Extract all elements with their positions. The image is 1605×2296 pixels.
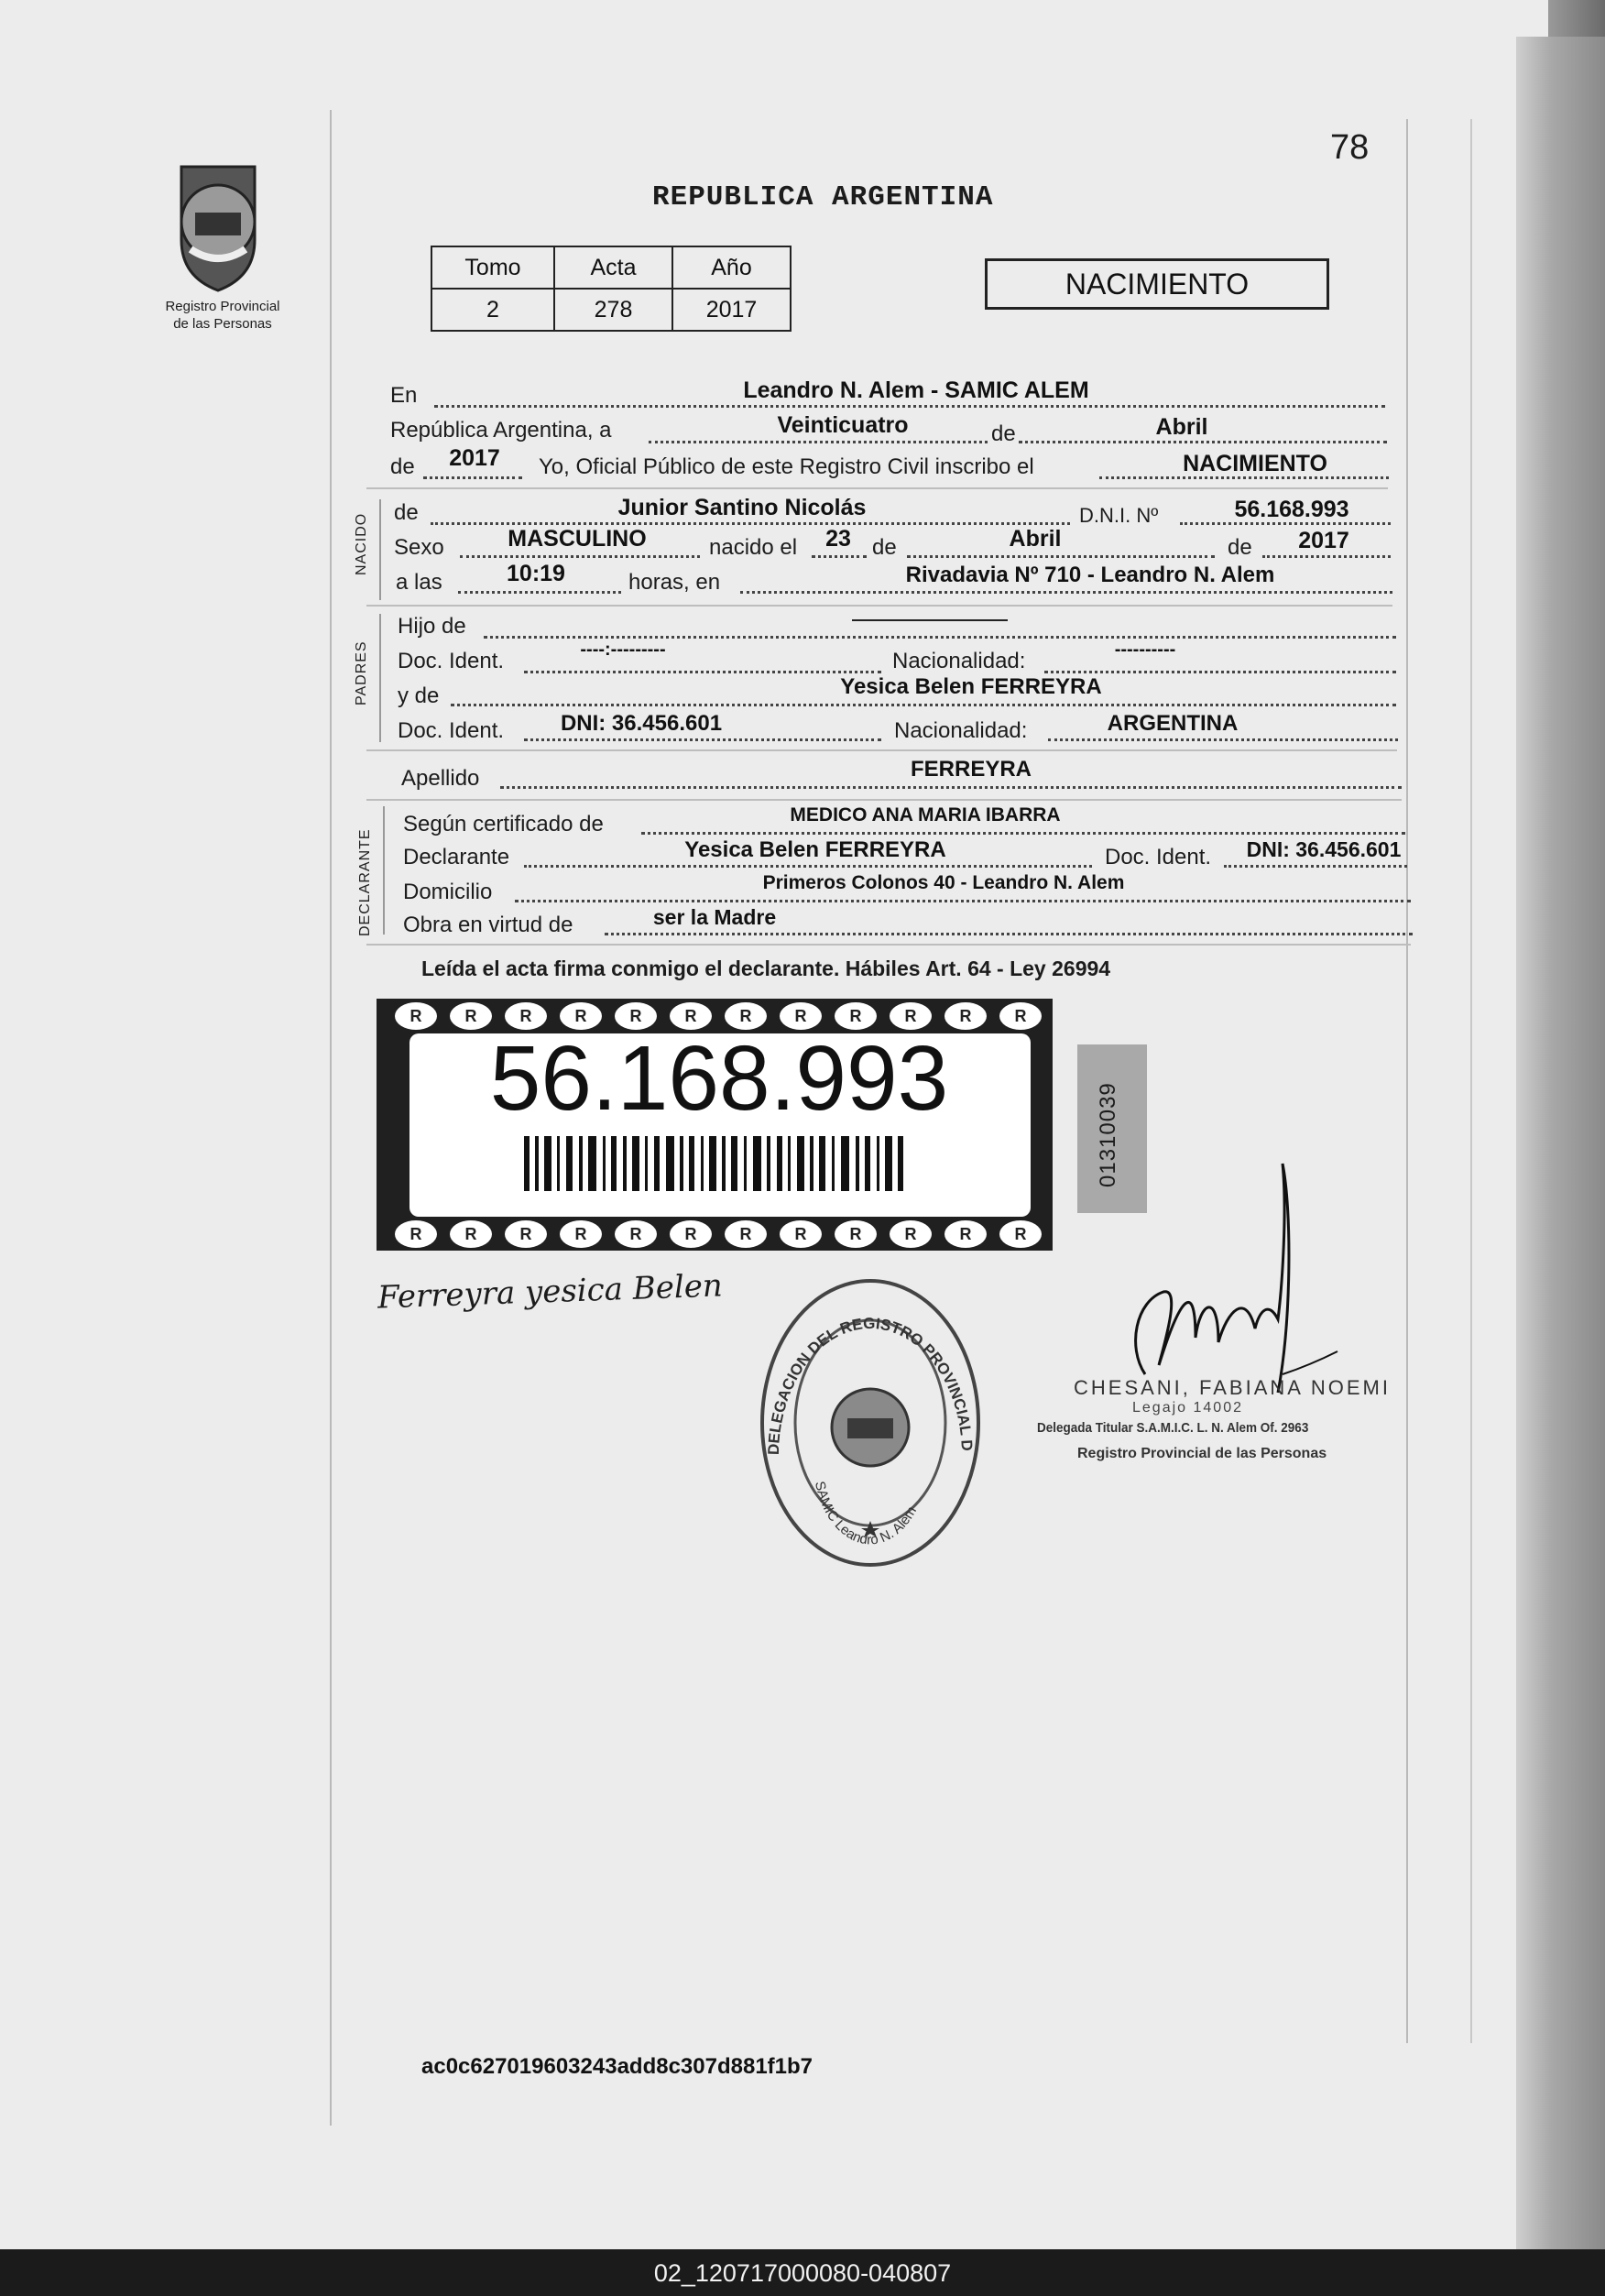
sticker-pattern-bottom: R R R R R R R R R R R R — [377, 1219, 1053, 1250]
dotted-line — [460, 555, 700, 558]
nacido-section-label: NACIDO — [354, 512, 369, 575]
nacido-el-label: nacido el — [709, 535, 798, 560]
signature-icon — [1108, 1154, 1347, 1489]
declarante-section-label: DECLARANTE — [357, 828, 373, 936]
de-label: de — [991, 421, 1016, 446]
dotted-line — [649, 441, 988, 443]
section-divider — [366, 605, 1392, 607]
logo-caption-line2: de las Personas — [173, 316, 272, 332]
dotted-line — [431, 522, 1070, 525]
table-value-ano: 2017 — [672, 289, 791, 331]
en-value: Leandro N. Alem - SAMIC ALEM — [743, 377, 1089, 403]
dotted-line — [1044, 671, 1396, 673]
registry-logo — [154, 158, 282, 295]
apellido-value: FERREYRA — [910, 757, 1032, 782]
dotted-line — [484, 636, 1396, 639]
y-de-label: y de — [398, 683, 440, 708]
dotted-line — [1262, 555, 1391, 558]
dotted-line — [458, 591, 621, 594]
obra-value: ser la Madre — [652, 905, 777, 929]
official-legajo: Legajo 14002 — [1132, 1400, 1243, 1416]
dotted-line — [641, 832, 1405, 835]
table-value-acta: 278 — [554, 289, 672, 331]
record-type-box: NACIMIENTO — [985, 258, 1329, 310]
nacido-de-label: de — [394, 500, 419, 525]
official-registry: Registro Provincial de las Personas — [1077, 1446, 1327, 1461]
declarante-doc: DNI: 36.456.601 — [1246, 837, 1402, 861]
province-seal-icon — [154, 158, 282, 295]
declarante-name: Yesica Belen FERREYRA — [684, 837, 946, 862]
en-label: En — [390, 383, 418, 408]
dotted-line — [524, 865, 1092, 868]
barcode-icon — [524, 1136, 909, 1196]
dotted-line — [434, 405, 1385, 408]
table-header-acta: Acta — [554, 246, 672, 289]
nacido-dni: 56.168.993 — [1234, 497, 1349, 522]
barcode-number: 56.168.993 — [489, 1027, 949, 1130]
official-title: Delegada Titular S.A.M.I.C. L. N. Alem Of. 2963 — [1037, 1420, 1309, 1436]
dotted-line — [524, 738, 881, 741]
birth-month: Abril — [1009, 526, 1062, 552]
section-bar — [383, 806, 385, 935]
dotted-line — [1019, 441, 1387, 443]
round-stamp-text — [756, 1272, 985, 1574]
inscribo-value: NACIMIENTO — [1183, 451, 1327, 476]
dotted-line — [524, 671, 881, 673]
hijo-de-label: Hijo de — [398, 614, 466, 639]
page-number: 78 — [1330, 128, 1370, 167]
section-bar — [379, 499, 381, 600]
nacionalidad-label-2: Nacionalidad: — [894, 718, 1028, 743]
closing-text: Leída el acta firma conmigo el declarante. Hábiles Art. 64 - Ley 26994 — [421, 957, 1111, 980]
domicilio-value: Primeros Colonos 40 - Leandro N. Alem — [762, 872, 1125, 893]
padres-section-label: PADRES — [354, 640, 369, 705]
apellido-label: Apellido — [401, 766, 480, 791]
svg-text:DELEGACION DEL REGISTRO PROVIN — [756, 1272, 976, 1455]
handwritten-name: Ferreyra yesica Belen — [377, 1267, 724, 1317]
horas-label: horas, en — [628, 570, 721, 595]
de-label-2: de — [872, 535, 897, 560]
dotted-line — [1048, 738, 1398, 741]
sticker-number: 01310039 — [1096, 1082, 1120, 1187]
doc-ident-label-2: Doc. Ident. — [398, 718, 505, 743]
page-edge — [1516, 37, 1605, 2249]
logo-caption-line1: Registro Provincial — [165, 299, 280, 314]
father-nationality: ---------- — [1114, 640, 1176, 660]
dotted-line — [1224, 865, 1407, 868]
record-table — [431, 246, 792, 332]
sticker-pattern-top: R R R R R R R R R R R R — [377, 1000, 1053, 1032]
certificado-value: MEDICO ANA MARIA IBARRA — [790, 804, 1061, 825]
republica-label: República Argentina, a — [390, 418, 612, 443]
table-header-tomo: Tomo — [431, 246, 554, 289]
de-label-3: de — [1228, 535, 1252, 560]
a-las-label: a las — [396, 570, 442, 595]
table-header-ano: Año — [672, 246, 791, 289]
svg-text:SAMIC Leandro N. Alem — [812, 1480, 920, 1547]
de2-label: de — [390, 454, 415, 479]
stamp-outer-text: DELEGACION DEL REGISTRO PROVINCIAL D — [764, 1314, 977, 1456]
stamp-inner-text: SAMIC Leandro N. Alem — [811, 1480, 920, 1548]
section-divider — [366, 487, 1388, 489]
dotted-line — [515, 900, 1411, 902]
official-name: CHESANI, FABIANA NOEMI — [1074, 1376, 1391, 1399]
outer-right-line — [1470, 119, 1472, 2043]
dni-label: D.N.I. Nº — [1079, 504, 1159, 527]
oficial-text: Yo, Oficial Público de este Registro Civil inscribo el — [539, 454, 1034, 479]
dotted-line — [907, 555, 1215, 558]
section-divider — [366, 944, 1411, 946]
dotted-line — [500, 786, 1402, 789]
section-bar — [379, 614, 381, 742]
sexo-label: Sexo — [394, 535, 444, 560]
father-blank-line — [852, 619, 1008, 621]
footer-filename: 02_120717000080-040807 — [0, 2250, 1605, 2296]
dotted-line — [423, 476, 522, 479]
mother-doc: DNI: 36.456.601 — [560, 711, 723, 736]
sexo-value: MASCULINO — [508, 526, 647, 552]
domicilio-label: Domicilio — [403, 880, 493, 904]
birth-day: 23 — [825, 526, 851, 552]
table-value-tomo: 2 — [431, 289, 554, 331]
section-divider — [366, 799, 1402, 801]
dotted-line — [605, 933, 1413, 935]
year-value: 2017 — [449, 445, 500, 471]
mother-nationality: ARGENTINA — [1107, 711, 1239, 736]
obra-label: Obra en virtud de — [403, 913, 573, 937]
document-heading: REPUBLICA ARGENTINA — [652, 181, 994, 213]
declarante-doc-label: Doc. Ident. — [1105, 845, 1212, 869]
certificado-label: Según certificado de — [403, 812, 604, 836]
section-divider — [366, 749, 1397, 751]
doc-ident-label-1: Doc. Ident. — [398, 649, 505, 673]
day-value: Veinticuatro — [777, 412, 909, 438]
mother-name: Yesica Belen FERREYRA — [840, 674, 1102, 699]
birth-place: Rivadavia Nº 710 - Leandro N. Alem — [905, 563, 1275, 587]
declarante-label: Declarante — [403, 845, 510, 869]
dotted-line — [451, 704, 1396, 706]
birth-year: 2017 — [1298, 528, 1349, 553]
father-doc: ----:--------- — [580, 640, 666, 660]
nacionalidad-label-1: Nacionalidad: — [892, 649, 1026, 673]
dotted-line — [740, 591, 1392, 594]
birth-time: 10:19 — [507, 561, 565, 586]
month-value: Abril — [1155, 414, 1208, 440]
right-margin-line — [1406, 119, 1408, 2043]
left-margin-line — [330, 110, 332, 2126]
dotted-line — [812, 555, 867, 558]
nacido-name: Junior Santino Nicolás — [617, 495, 867, 520]
document-hash: ac0c627019603243add8c307d881f1b7 — [421, 2054, 813, 2079]
